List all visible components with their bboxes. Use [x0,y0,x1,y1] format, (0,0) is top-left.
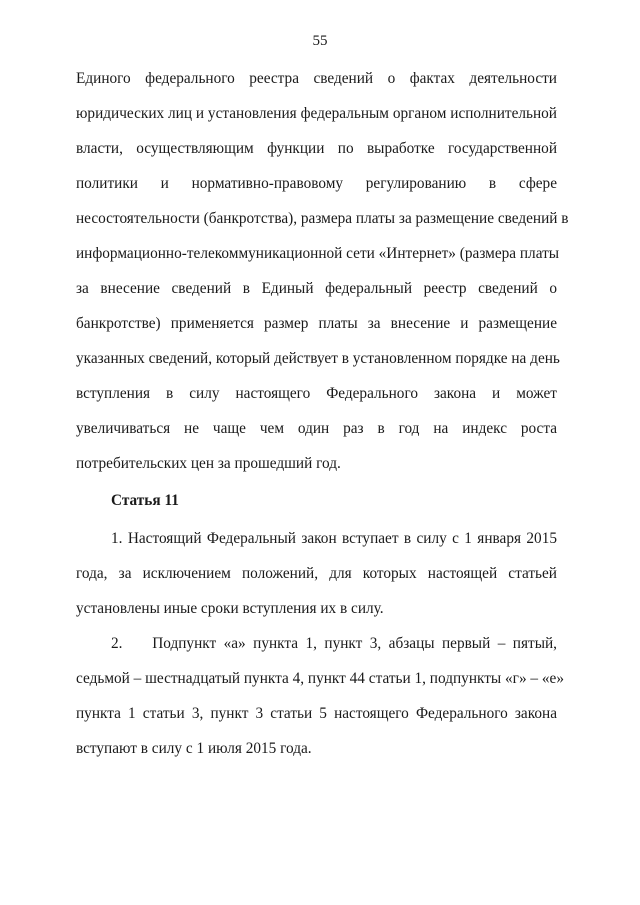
page-number: 55 [312,33,328,49]
paragraph-line: вступления в силу настоящего Федерального закона и может [76,385,557,402]
item-1-line: установлены иные сроки вступления их в силу. [76,600,384,617]
paragraph-line: информационно-телекоммуникационной сети «Интернет» (размера платы [76,245,560,262]
paragraph-line: политики и нормативно-правовому регулированию в сфере [76,175,557,192]
item-2-line: пункта 1 статьи 3, пункт 3 статьи 5 настоящего Федерального закона [76,705,557,722]
item-2-line: вступают в силу с 1 июля 2015 года. [76,740,312,757]
paragraph-line: Единого федерального реестра сведений о фактах деятельности [76,70,557,87]
article-heading: Статья 11 [111,492,179,509]
paragraph-line: юридических лиц и установления федеральным органом исполнительной [76,105,557,122]
paragraph-line: власти, осуществляющим функции по выработке государственной [76,140,557,157]
paragraph-line: увеличиваться не чаще чем один раз в год на индекс роста [76,420,557,437]
item-2-line: седьмой – шестнадцатый пункта 4, пункт 44 статьи 1, подпункты «г» – «е» [76,670,564,687]
paragraph-line: несостоятельности (банкротства), размера платы за размещение сведений в [76,210,569,227]
item-1-line: года, за исключением положений, для которых настоящей статьей [76,565,557,582]
paragraph-line: потребительских цен за прошедший год. [76,455,341,472]
paragraph-line: за внесение сведений в Единый федеральный реестр сведений о [76,280,557,297]
item-2-line: 2. Подпункт «а» пункта 1, пункт 3, абзацы первый – пятый, [111,635,557,652]
item-1-line: 1. Настоящий Федеральный закон вступает в силу с 1 января 2015 [111,530,557,547]
paragraph-line: указанных сведений, который действует в установленном порядке на день [76,350,560,367]
paragraph-line: банкротстве) применяется размер платы за внесение и размещение [76,315,557,332]
